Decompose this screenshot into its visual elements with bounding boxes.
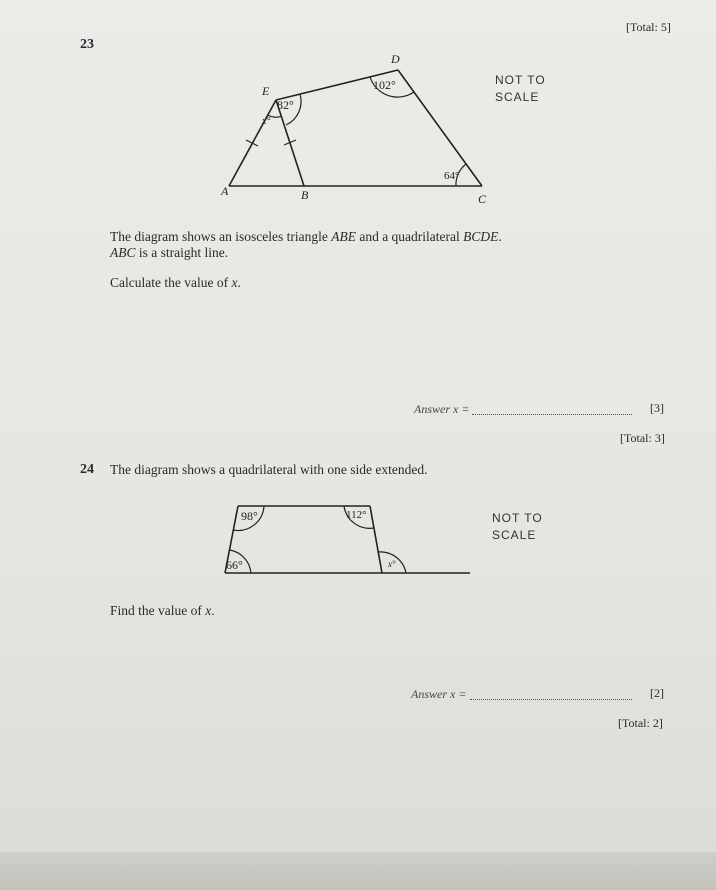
q23-not-to-scale: NOT TO SCALE (495, 73, 546, 104)
vertex-c-label: C (478, 192, 487, 206)
q24-angle-bl-label: 66° (226, 558, 243, 572)
total-top: [Total: 5] (626, 20, 671, 34)
q23-marks: [3] (650, 401, 664, 415)
q23-instruction: Calculate the value of x. (110, 275, 241, 290)
q24-instruction: Find the value of x. (110, 603, 215, 618)
q23-answer-field[interactable] (472, 402, 632, 415)
vertex-e-label: E (262, 84, 270, 98)
page-bottom-edge (0, 852, 716, 890)
angle-x-label: x° (262, 116, 271, 127)
question-23-number: 23 (80, 37, 94, 52)
vertex-b-label: B (301, 188, 309, 202)
angle-e-label: 82° (277, 98, 294, 112)
q24-angle-tr-label: 112° (346, 509, 367, 521)
question-24-number: 24 (80, 462, 94, 477)
q23-text-line1: The diagram shows an isosceles triangle ABE and a quadrilateral BCDE. (110, 229, 502, 244)
angle-d-label: 102° (373, 78, 396, 92)
angle-c-label: 64° (444, 170, 460, 182)
q24-not-to-scale: NOT TO SCALE (492, 511, 543, 542)
q24-right (370, 506, 382, 573)
q24-angle-tl-label: 98° (241, 509, 258, 523)
q24-marks: [2] (650, 686, 664, 700)
line-dc (398, 70, 482, 186)
vertex-d-label: D (391, 52, 400, 66)
q23-answer-label: Answer x = (414, 402, 470, 416)
q23-total: [Total: 3] (620, 431, 665, 445)
vertex-a-label: A (221, 184, 229, 198)
q24-answer-label: Answer x = (411, 687, 467, 701)
q24-answer-field[interactable] (470, 687, 632, 700)
q24-angle-x-label: x° (388, 559, 396, 569)
q24-text: The diagram shows a quadrilateral with one side extended. (110, 462, 428, 477)
q24-total: [Total: 2] (618, 716, 663, 730)
q23-text-line2: ABC is a straight line. (110, 245, 229, 260)
